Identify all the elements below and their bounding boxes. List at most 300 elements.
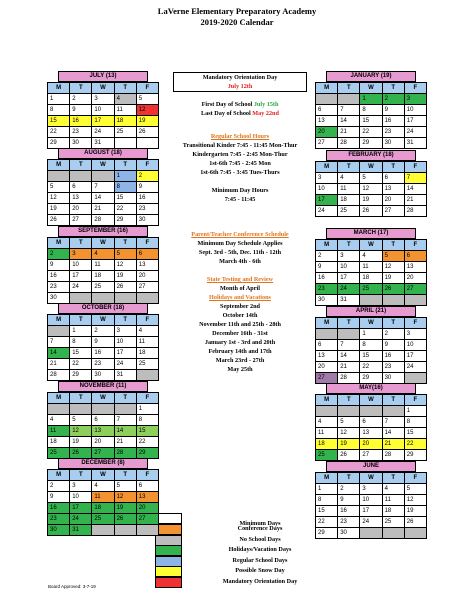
week-row: [316, 94, 427, 105]
month-calendar: [315, 383, 427, 461]
day-cell: [136, 293, 158, 304]
day-cell: 24: [70, 282, 92, 293]
day-cell: 8: [360, 105, 382, 116]
week-row: [316, 173, 427, 184]
day-cell: 9: [70, 105, 92, 116]
day-cell: 21: [382, 439, 404, 450]
week-row: [48, 293, 159, 304]
weekday-header: W: [92, 315, 114, 326]
day-cell: 16: [92, 348, 114, 359]
school-title: LaVerne Elementary Preparatory Academy: [157, 6, 317, 16]
day-cell: 11: [360, 262, 382, 273]
day-cell: 5: [338, 417, 360, 428]
day-cell: 11: [136, 337, 158, 348]
legend-label: No School Days: [239, 535, 281, 543]
day-cell: 27: [70, 215, 92, 226]
day-cell: 9: [382, 105, 404, 116]
day-cell: 29: [114, 215, 136, 226]
day-cell: 26: [404, 517, 426, 528]
day-cell: 2: [316, 251, 338, 262]
day-cell: 12: [338, 428, 360, 439]
week-row: [316, 295, 427, 306]
weekday-header: T: [338, 395, 360, 406]
day-cell: 2: [382, 329, 404, 340]
day-cell: 26: [70, 448, 92, 459]
month-title: NOVEMBER (11): [58, 381, 148, 392]
day-cell: 9: [48, 260, 70, 271]
day-cell: 23: [136, 204, 158, 215]
day-cell: [316, 406, 338, 417]
week-row: [316, 351, 427, 362]
hours-tk: Transitional Kinder 7:45 - 11:45 Mon-Thur: [182, 142, 298, 149]
day-cell: 22: [316, 517, 338, 528]
day-cell: 8: [70, 337, 92, 348]
day-cell: 1: [360, 94, 382, 105]
weekday-header: W: [360, 162, 382, 173]
weekday-header: T: [382, 162, 404, 173]
month-grid: [315, 394, 427, 461]
day-cell: 5: [114, 481, 136, 492]
day-cell: 28: [338, 373, 360, 384]
day-cell: 18: [360, 273, 382, 284]
weekday-header: W: [360, 240, 382, 251]
day-cell: 24: [338, 284, 360, 295]
day-cell: 30: [48, 293, 70, 304]
last-day: Last Day of School May 22nd: [201, 110, 279, 117]
day-cell: 15: [316, 506, 338, 517]
weekday-header: M: [316, 162, 338, 173]
day-cell: 7: [114, 415, 136, 426]
day-cell: 23: [382, 362, 404, 373]
weekday-header: F: [136, 238, 158, 249]
day-cell: 16: [136, 193, 158, 204]
day-cell: 3: [360, 484, 382, 495]
day-cell: 17: [70, 503, 92, 514]
week-row: [48, 204, 159, 215]
day-cell: 31: [70, 525, 92, 536]
legend-label: Regular School Days: [232, 556, 288, 564]
day-cell: 13: [360, 428, 382, 439]
day-cell: 20: [404, 273, 426, 284]
week-row: [48, 171, 159, 182]
board-approval-note: Board Approved: 3-7-19: [48, 584, 96, 589]
week-row: [48, 116, 159, 127]
weekday-header: T: [70, 393, 92, 404]
day-cell: 30: [338, 528, 360, 539]
day-cell: 18: [92, 271, 114, 282]
month-calendar: [315, 228, 427, 306]
day-cell: [316, 94, 338, 105]
hours-mon: 1st-6th 7:45 - 2:45 Mon: [209, 160, 271, 167]
weekday-header: W: [92, 160, 114, 171]
week-row: [48, 404, 159, 415]
day-cell: 17: [360, 506, 382, 517]
week-row: [48, 260, 159, 271]
day-cell: 26: [114, 282, 136, 293]
day-cell: 11: [48, 426, 70, 437]
day-cell: 29: [70, 370, 92, 381]
day-cell: 26: [338, 450, 360, 461]
month-title: APRIL (21): [326, 306, 416, 317]
day-cell: 14: [382, 428, 404, 439]
day-cell: [382, 295, 404, 306]
day-cell: 22: [136, 437, 158, 448]
month-title: OCTOBER (18): [58, 303, 148, 314]
month-grid: [47, 82, 159, 149]
orientation-date: July 12th: [227, 83, 253, 90]
day-cell: 5: [136, 94, 158, 105]
day-cell: 7: [48, 337, 70, 348]
day-cell: 3: [404, 94, 426, 105]
day-cell: 23: [92, 359, 114, 370]
holiday-item: September 2nd: [220, 303, 260, 310]
week-row: [316, 105, 427, 116]
day-cell: 13: [136, 492, 158, 503]
day-cell: 6: [70, 182, 92, 193]
month-grid: [47, 314, 159, 381]
day-cell: 16: [338, 506, 360, 517]
day-cell: 6: [360, 417, 382, 428]
day-cell: 23: [70, 127, 92, 138]
week-row: [48, 193, 159, 204]
legend-swatch: [155, 545, 182, 556]
weekday-header: W: [92, 393, 114, 404]
day-cell: 3: [114, 326, 136, 337]
day-cell: 15: [114, 193, 136, 204]
week-row: [48, 348, 159, 359]
day-cell: 19: [70, 437, 92, 448]
day-cell: 4: [382, 484, 404, 495]
week-row: [48, 326, 159, 337]
month-calendar: [47, 226, 159, 304]
day-cell: [48, 326, 70, 337]
day-cell: 10: [338, 262, 360, 273]
week-row: [316, 506, 427, 517]
day-cell: 17: [338, 273, 360, 284]
month-calendar: [315, 150, 427, 217]
day-cell: 11: [338, 184, 360, 195]
weekday-header: W: [92, 470, 114, 481]
day-cell: 6: [92, 415, 114, 426]
weekday-header: W: [360, 83, 382, 94]
day-cell: 12: [70, 426, 92, 437]
day-cell: [360, 295, 382, 306]
day-cell: 6: [316, 105, 338, 116]
day-cell: 16: [48, 503, 70, 514]
month-grid: [315, 161, 427, 217]
day-cell: 4: [114, 94, 136, 105]
day-cell: 25: [136, 359, 158, 370]
month-grid: [315, 239, 427, 306]
month-calendar: [47, 458, 159, 536]
week-row: [316, 406, 427, 417]
day-cell: 27: [92, 448, 114, 459]
day-cell: 5: [48, 182, 70, 193]
day-cell: 28: [338, 138, 360, 149]
week-row: [48, 492, 159, 503]
day-cell: 8: [404, 417, 426, 428]
day-cell: 30: [70, 138, 92, 149]
day-cell: 12: [48, 193, 70, 204]
day-cell: 3: [404, 329, 426, 340]
holiday-item: October 14th: [222, 312, 258, 319]
day-cell: [92, 293, 114, 304]
week-row: [316, 127, 427, 138]
day-cell: 15: [48, 116, 70, 127]
month-calendar: [315, 461, 427, 539]
legend-label: Holidays/Vacation Days: [228, 546, 292, 553]
day-cell: 29: [360, 373, 382, 384]
weekday-header: F: [404, 162, 426, 173]
day-cell: 17: [404, 351, 426, 362]
day-cell: 18: [136, 348, 158, 359]
day-cell: 12: [114, 492, 136, 503]
day-cell: 4: [92, 249, 114, 260]
day-cell: 19: [382, 273, 404, 284]
week-row: [316, 206, 427, 217]
day-cell: 15: [136, 426, 158, 437]
day-cell: 8: [360, 340, 382, 351]
day-cell: 13: [382, 184, 404, 195]
day-cell: 2: [92, 326, 114, 337]
day-cell: 18: [114, 116, 136, 127]
day-cell: 21: [48, 359, 70, 370]
week-row: [48, 127, 159, 138]
day-cell: 16: [48, 271, 70, 282]
hours-title: Regular School Hours: [210, 133, 270, 140]
weekday-header: T: [114, 470, 136, 481]
day-cell: 5: [70, 415, 92, 426]
week-row: [48, 215, 159, 226]
weekday-header: F: [404, 240, 426, 251]
day-cell: 7: [338, 340, 360, 351]
day-cell: 23: [316, 284, 338, 295]
day-cell: [70, 293, 92, 304]
day-cell: 26: [360, 206, 382, 217]
month-calendar: [315, 71, 427, 149]
month-title: MAY(16): [326, 383, 416, 394]
day-cell: 31: [338, 295, 360, 306]
day-cell: 23: [48, 282, 70, 293]
day-cell: 6: [136, 481, 158, 492]
day-cell: 22: [404, 439, 426, 450]
day-cell: 14: [114, 426, 136, 437]
week-row: [316, 439, 427, 450]
conf-line: Sept. 3rd - 5th, Dec. 11th - 12th: [198, 249, 282, 256]
day-cell: 16: [382, 116, 404, 127]
day-cell: [136, 370, 158, 381]
legend-label: Mandatory Orientation Day: [222, 577, 298, 585]
legend-swatch: [155, 524, 182, 535]
day-cell: 24: [114, 359, 136, 370]
day-cell: 2: [70, 94, 92, 105]
day-cell: 21: [404, 195, 426, 206]
weekday-header: M: [316, 473, 338, 484]
day-cell: 24: [70, 514, 92, 525]
month-calendar: [47, 381, 159, 459]
day-cell: 13: [316, 351, 338, 362]
day-cell: 13: [70, 193, 92, 204]
week-row: [316, 195, 427, 206]
weekday-header: T: [114, 315, 136, 326]
conf-title: Parent/Teacher Conference Schedule: [191, 231, 289, 238]
day-cell: 14: [338, 351, 360, 362]
weekday-header: M: [48, 470, 70, 481]
day-cell: 30: [382, 373, 404, 384]
min-title: Minimum Day Hours: [211, 187, 269, 194]
week-row: [48, 437, 159, 448]
week-row: [48, 282, 159, 293]
month-grid: [315, 317, 427, 384]
day-cell: 25: [48, 448, 70, 459]
day-cell: 13: [316, 116, 338, 127]
day-cell: 10: [70, 260, 92, 271]
month-title: JULY (13): [58, 71, 148, 82]
day-cell: 4: [338, 173, 360, 184]
weekday-header: T: [338, 240, 360, 251]
weekday-header: M: [48, 238, 70, 249]
day-cell: 1: [48, 94, 70, 105]
week-row: [316, 528, 427, 539]
month-grid: [47, 159, 159, 226]
day-cell: 20: [316, 362, 338, 373]
day-cell: [382, 528, 404, 539]
day-cell: 3: [338, 251, 360, 262]
month-calendar: [315, 306, 427, 384]
month-title: JUNE: [326, 461, 416, 472]
day-cell: 3: [70, 481, 92, 492]
day-cell: 17: [92, 116, 114, 127]
day-cell: 5: [404, 484, 426, 495]
weekday-header: T: [70, 238, 92, 249]
hours-kinder: Kindergarten 7:45 - 2:45 Mon-Thur: [192, 151, 288, 158]
day-cell: 30: [136, 215, 158, 226]
weekday-header: T: [382, 395, 404, 406]
day-cell: 20: [316, 127, 338, 138]
weekday-header: T: [338, 473, 360, 484]
day-cell: [360, 406, 382, 417]
day-cell: 29: [360, 138, 382, 149]
day-cell: 27: [404, 284, 426, 295]
week-row: [316, 262, 427, 273]
weekday-header: T: [338, 162, 360, 173]
month-grid: [315, 472, 427, 539]
day-cell: 14: [92, 193, 114, 204]
day-cell: 27: [316, 138, 338, 149]
day-cell: 30: [382, 138, 404, 149]
holiday-item: March 23rd - 27th: [215, 357, 265, 364]
day-cell: 9: [48, 492, 70, 503]
week-row: [316, 495, 427, 506]
weekday-header: M: [48, 393, 70, 404]
day-cell: 11: [114, 105, 136, 116]
day-cell: 26: [382, 284, 404, 295]
weekday-header: T: [338, 318, 360, 329]
legend-label: Possible Snow Day: [235, 567, 285, 574]
day-cell: [92, 404, 114, 415]
day-cell: [404, 528, 426, 539]
day-cell: 24: [360, 517, 382, 528]
day-cell: 4: [136, 326, 158, 337]
day-cell: 22: [48, 127, 70, 138]
day-cell: 25: [360, 284, 382, 295]
day-cell: 10: [70, 492, 92, 503]
day-cell: 31: [114, 370, 136, 381]
legend-item: [155, 556, 455, 567]
day-cell: 29: [48, 138, 70, 149]
month-title: SEPTEMBER (16): [58, 226, 148, 237]
weekday-header: M: [316, 83, 338, 94]
week-row: [316, 138, 427, 149]
hours-tue-thu: 1st-6th 7:45 - 3:45 Tues-Thurs: [200, 169, 280, 176]
week-row: [316, 184, 427, 195]
day-cell: 17: [70, 271, 92, 282]
day-cell: 26: [48, 215, 70, 226]
weekday-header: F: [136, 315, 158, 326]
day-cell: 23: [48, 514, 70, 525]
day-cell: [404, 373, 426, 384]
week-row: [316, 417, 427, 428]
weekday-header: W: [92, 83, 114, 94]
day-cell: 9: [136, 182, 158, 193]
legend-swatch: [155, 556, 182, 567]
day-cell: 20: [360, 439, 382, 450]
day-cell: 11: [382, 495, 404, 506]
week-row: [316, 251, 427, 262]
day-cell: 23: [338, 517, 360, 528]
day-cell: 1: [316, 484, 338, 495]
day-cell: 4: [92, 481, 114, 492]
weekday-header: M: [48, 315, 70, 326]
day-cell: 27: [316, 373, 338, 384]
day-cell: [382, 406, 404, 417]
weekday-header: T: [114, 160, 136, 171]
legend-item: [155, 566, 455, 577]
day-cell: 24: [316, 206, 338, 217]
day-cell: 19: [114, 503, 136, 514]
day-cell: [316, 329, 338, 340]
day-cell: 9: [316, 262, 338, 273]
conf-line: Minimum Day Schedule Applies: [197, 240, 283, 247]
legend-swatch: [155, 577, 182, 588]
week-row: [48, 426, 159, 437]
day-cell: 7: [382, 417, 404, 428]
weekday-header: W: [92, 238, 114, 249]
week-row: [48, 94, 159, 105]
day-cell: 20: [92, 437, 114, 448]
day-cell: 9: [382, 340, 404, 351]
month-title: AUGUST (18): [58, 148, 148, 159]
orientation-title: Mandatory Orientation Day: [202, 74, 278, 81]
day-cell: [114, 404, 136, 415]
month-grid: [47, 237, 159, 304]
month-title: DECEMBER (8): [58, 458, 148, 469]
weekday-header: T: [70, 160, 92, 171]
day-cell: 18: [92, 503, 114, 514]
day-cell: 12: [136, 105, 158, 116]
weekday-header: T: [114, 393, 136, 404]
month-calendar: [47, 71, 159, 149]
day-cell: 10: [114, 337, 136, 348]
day-cell: [92, 525, 114, 536]
day-cell: 26: [114, 514, 136, 525]
first-day: First Day of School July 15th: [201, 101, 279, 108]
day-cell: 7: [338, 105, 360, 116]
holidays-title: Holidays and Vacations: [209, 294, 271, 301]
day-cell: 8: [114, 182, 136, 193]
day-cell: [70, 171, 92, 182]
day-cell: 31: [404, 138, 426, 149]
